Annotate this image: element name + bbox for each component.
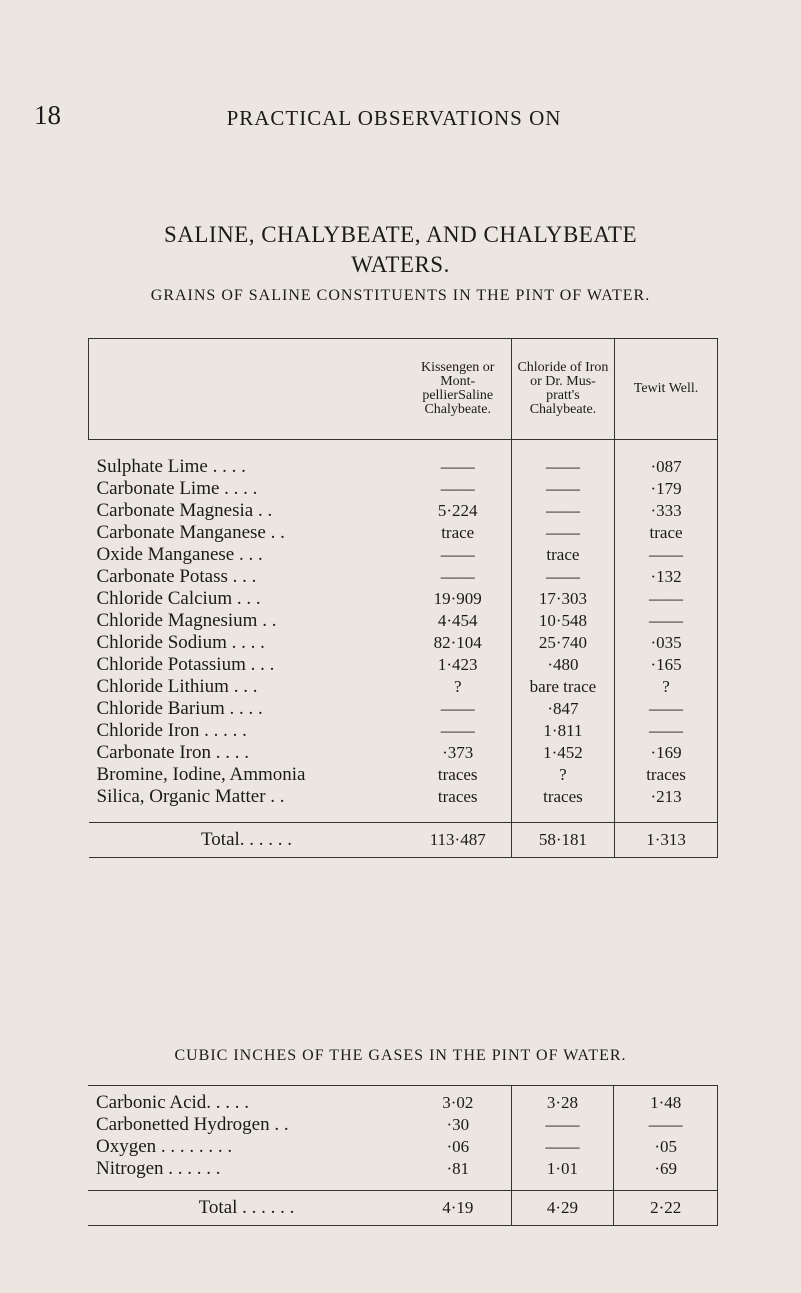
cell-value: ·333 (650, 501, 682, 520)
total-label: Total. . . . . . (89, 823, 405, 858)
cell-value: ·179 (650, 479, 682, 498)
cell-value: —— (545, 501, 580, 520)
kissengen-values (405, 454, 512, 808)
gas-total-tewit: 2·22 (614, 1191, 718, 1226)
gas-tewit-values (614, 1086, 718, 1181)
table1-total-row (89, 823, 718, 858)
cell-value: trace (441, 523, 475, 542)
cell-value: —— (545, 523, 580, 542)
cell-value: 25·740 (538, 633, 588, 652)
section-title (0, 220, 801, 280)
row-label: Carbonate Potass . . . (96, 566, 257, 587)
row-label: Chloride Potassium . . . (96, 654, 275, 675)
cell-value: ·165 (650, 655, 682, 674)
cell-value: —— (545, 457, 580, 476)
cell-value: —— (440, 567, 475, 586)
row-label: Sulphate Lime . . . . (96, 456, 246, 477)
saline-constituents-table (88, 338, 718, 858)
cell-value: ·81 (446, 1159, 470, 1178)
cell-value: 1·01 (546, 1159, 579, 1178)
table2-total-row (88, 1191, 718, 1226)
cell-value: ·847 (547, 699, 579, 718)
cell-value: trace (649, 523, 683, 542)
cell-value: ·05 (654, 1137, 677, 1156)
cell-value: ? (559, 765, 567, 784)
cell-value: ·373 (442, 743, 474, 762)
total-muspratt: 58·181 (511, 823, 614, 858)
cell-value: —— (545, 567, 580, 586)
cell-value: —— (440, 699, 475, 718)
table1-header-row (89, 339, 718, 440)
row-label: Carbonetted Hydrogen . . (96, 1114, 289, 1135)
cell-value: bare trace (529, 677, 597, 696)
cell-value: ·30 (446, 1115, 470, 1134)
cell-value: 1·811 (543, 721, 583, 740)
row-label: Carbonate Manganese . . (96, 522, 285, 543)
row-label: Chloride Magnesium . . (96, 610, 277, 631)
cell-value: —— (440, 457, 475, 476)
header-blank-cell (89, 339, 405, 440)
cell-value: ·06 (446, 1137, 470, 1156)
cell-value: ·087 (650, 457, 682, 476)
cell-value: —— (545, 1115, 580, 1134)
cell-value: 1·48 (650, 1093, 682, 1112)
cell-value: ·213 (650, 787, 682, 806)
gas-kissengen-values (405, 1086, 511, 1181)
page-number: 18 (34, 100, 61, 130)
row-label: Oxide Manganese . . . (96, 544, 263, 565)
gases-table (88, 1085, 718, 1226)
cell-value: —— (649, 699, 684, 718)
title-line-1: SALINE, CHALYBEATE, AND CHALYBEATE (163, 222, 637, 247)
cell-value: —— (440, 721, 475, 740)
gas-total-kissengen: 4·19 (405, 1191, 511, 1226)
row-label: Carbonate Lime . . . . (96, 478, 258, 499)
cell-value: —— (649, 721, 684, 740)
total-tewit: 1·313 (615, 823, 718, 858)
cell-value: ·480 (547, 655, 579, 674)
cell-value: 10·548 (538, 611, 588, 630)
row-label: Oxygen . . . . . . . . (96, 1136, 233, 1157)
cell-value: 3·02 (442, 1093, 474, 1112)
gas-total-muspratt: 4·29 (511, 1191, 614, 1226)
row-label: Chloride Lithium . . . (96, 676, 258, 697)
row-label: Carbonate Iron . . . . (96, 742, 249, 763)
row-labels (89, 454, 405, 808)
gas-muspratt-values (511, 1086, 614, 1181)
gas-labels (88, 1086, 405, 1181)
row-label: Chloride Barium . . . . (96, 698, 263, 719)
column-header-kissengen: Kissengen or Mont- pellierSaline Chalybeate. (405, 339, 512, 440)
cell-value: 5·224 (437, 501, 478, 520)
cell-value: ·035 (650, 633, 682, 652)
muspratt-values (511, 454, 614, 808)
cell-value: trace (546, 545, 580, 564)
cell-value: —— (648, 1115, 683, 1134)
cell-value: 82·104 (433, 633, 482, 652)
cell-value: 3·28 (546, 1093, 579, 1112)
cell-value: 1·423 (437, 655, 478, 674)
row-label: Chloride Calcium . . . (96, 588, 261, 609)
total-kissengen: 113·487 (405, 823, 512, 858)
column-header-tewit-well: Tewit Well. (615, 339, 718, 440)
cell-value: traces (543, 787, 583, 806)
table2-body (88, 1086, 718, 1181)
cell-value: 1·452 (543, 743, 583, 762)
cell-value: ? (662, 677, 670, 696)
row-label: Carbonate Magnesia . . (96, 500, 273, 521)
page-header (34, 100, 754, 140)
row-label: Carbonic Acid. . . . . (96, 1092, 250, 1113)
cell-value: —— (649, 611, 684, 630)
cell-value: —— (440, 479, 475, 498)
gas-total-label: Total . . . . . . (88, 1191, 405, 1226)
table1-body (89, 454, 718, 808)
cell-value: ·69 (654, 1159, 677, 1178)
cell-value: 19·909 (433, 589, 482, 608)
running-title: PRACTICAL OBSERVATIONS ON (226, 106, 562, 130)
row-label: Bromine, Iodine, Ammonia (96, 764, 306, 785)
row-label: Chloride Iron . . . . . (96, 720, 247, 741)
row-label: Chloride Sodium . . . . (96, 632, 265, 653)
table1-caption: GRAINS OF SALINE CONSTITUENTS IN THE PINT OF WATER. (150, 287, 651, 304)
column-header-chloride-iron: Chloride of Iron or Dr. Mus- pratt's Chalybeate. (511, 339, 614, 440)
cell-value: —— (649, 589, 684, 608)
cell-value: traces (437, 765, 478, 784)
cell-value: —— (545, 1137, 580, 1156)
cell-value: ·132 (650, 567, 682, 586)
cell-value: —— (649, 545, 684, 564)
cell-value: 17·303 (538, 589, 588, 608)
cell-value: ·169 (650, 743, 682, 762)
cell-value: —— (440, 545, 475, 564)
title-line-2: WATERS. (351, 252, 450, 277)
row-label: Silica, Organic Matter . . (96, 786, 285, 807)
cell-value: traces (437, 787, 478, 806)
row-label: Nitrogen . . . . . . (96, 1158, 221, 1179)
cell-value: traces (646, 765, 686, 784)
table2-caption: CUBIC INCHES OF THE GASES IN THE PINT OF WATER. (174, 1047, 627, 1064)
cell-value: —— (545, 479, 580, 498)
cell-value: ? (453, 677, 462, 696)
cell-value: 4·454 (437, 611, 478, 630)
tewit-values (615, 454, 718, 808)
